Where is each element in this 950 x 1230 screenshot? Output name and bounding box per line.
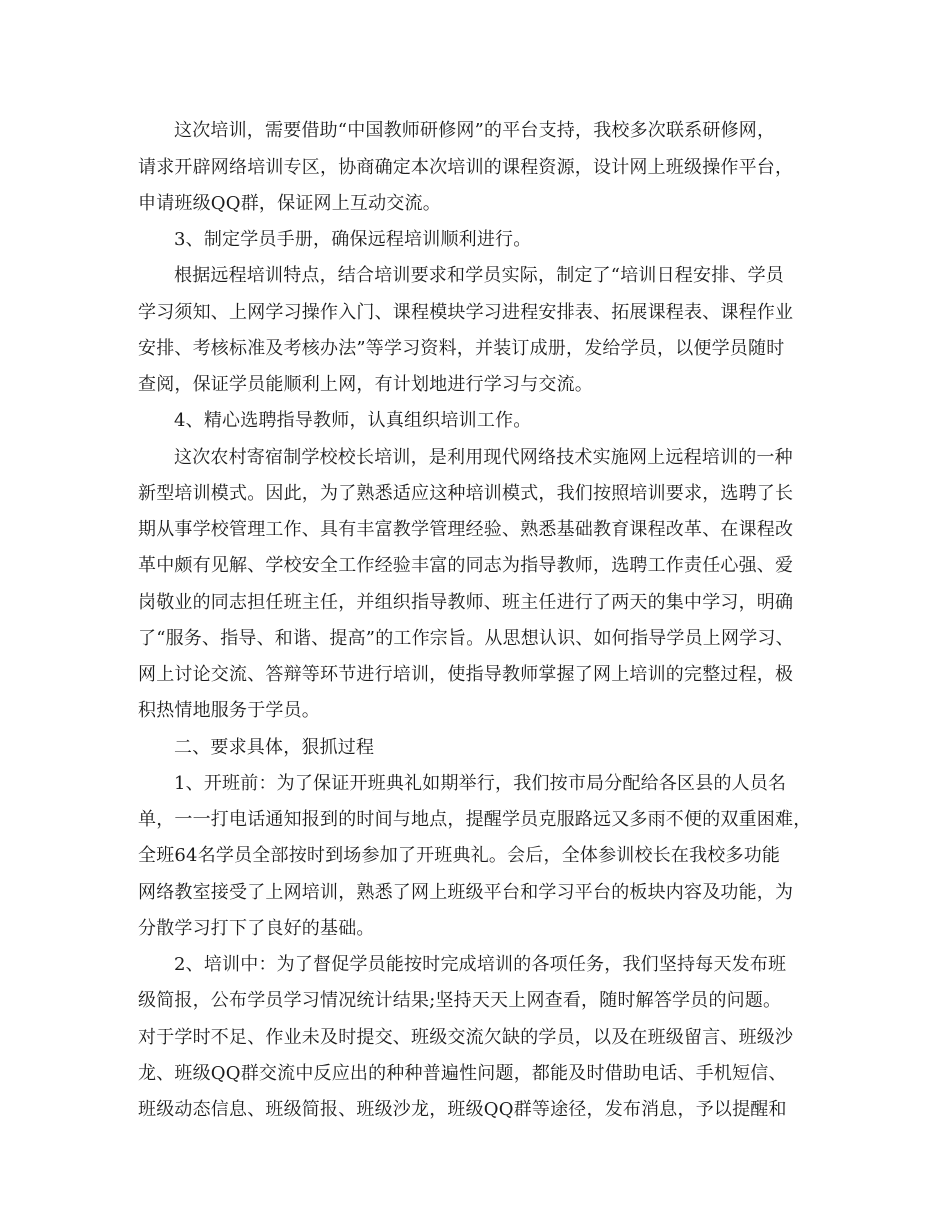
paragraph-line: 革中颇有见解、学校安全工作经验丰富的同志为指导教师，选聘工作责任心强、爱 (138, 555, 794, 576)
paragraph-line: 请求开辟网络培训专区，协商确定本次培训的课程资源，设计网上班级操作平台， (138, 157, 794, 178)
section-heading: 3、制定学员手册，确保远程培训顺利进行。 (174, 229, 532, 250)
paragraph-line: 2、培训中：为了督促学员能按时完成培训的各项任务，我们坚持每天发布班 (174, 954, 787, 975)
section-heading: 二、要求具体，狠抓过程 (174, 737, 375, 758)
section-heading: 4、精心选聘指导教师，认真组织培训工作。 (174, 410, 532, 431)
paragraph-line: 这次农村寄宿制学校校长培训，是利用现代网络技术实施网上远程培训的一种 (174, 447, 793, 468)
paragraph-line: 这次培训，需要借助“中国教师研修网”的平台支持，我校多次联系研修网， (174, 120, 776, 141)
paragraph-line: 新型培训模式。因此，为了熟悉适应这种培训模式，我们按照培训要求，选聘了长 (138, 483, 794, 504)
paragraph-line: 全班64名学员全部按时到场参加了开班典礼。会后，全体参训校长在我校多功能 (138, 845, 781, 866)
paragraph-line: 安排、考核标准及考核办法”等学习资料，并装订成册，发给学员，以便学员随时 (138, 338, 785, 359)
paragraph-line: 学习须知、上网学习操作入门、课程模块学习进程安排表、拓展课程表、课程作业 (138, 302, 794, 323)
paragraph-line: 期从事学校管理工作、具有丰富教学管理经验、熟悉基础教育课程改革、在课程改 (138, 519, 794, 540)
paragraph-line: 根据远程培训特点，结合培训要求和学员实际，制定了“培训日程安排、学员 (174, 265, 784, 286)
paragraph-line: 查阅，保证学员能顺利上网，有计划地进行学习与交流。 (138, 374, 593, 395)
paragraph-line: 申请班级QQ群，保证网上互动交流。 (138, 193, 441, 214)
paragraph-line: 网络教室接受了上网培训，熟悉了网上班级平台和学习平台的板块内容及功能，为 (138, 882, 794, 903)
paragraph-line: 了“服务、指导、和谐、提高”的工作宗旨。从思想认识、如何指导学员上网学习、 (138, 628, 794, 649)
paragraph-line: 网上讨论交流、答辩等环节进行培训，使指导教师掌握了网上培训的完整过程，极 (138, 664, 794, 685)
paragraph-line: 1、开班前：为了保证开班典礼如期举行，我们按市局分配给各区县的人员名 (174, 773, 787, 794)
paragraph-line: 单，一一打电话通知报到的时间与地点，提醒学员克服路远又多雨不便的双重困难， (138, 809, 812, 830)
paragraph-line: 对于学时不足、作业未及时提交、班级交流欠缺的学员，以及在班级留言、班级沙 (138, 1027, 794, 1048)
paragraph-line: 级简报，公布学员学习情况统计结果;坚持天天上网查看，随时解答学员的问题。 (138, 990, 782, 1011)
paragraph-line: 班级动态信息、班级简报、班级沙龙，班级QQ群等途径，发布消息，予以提醒和 (138, 1099, 787, 1120)
paragraph-line: 龙、班级QQ群交流中反应出的种种普遍性问题，都能及时借助电话、手机短信、 (138, 1063, 787, 1084)
paragraph-line: 岗敬业的同志担任班主任，并组织指导教师、班主任进行了两天的集中学习，明确 (138, 592, 794, 613)
paragraph-line: 积热情地服务于学员。 (138, 700, 320, 721)
paragraph-line: 分散学习打下了良好的基础。 (138, 918, 375, 939)
